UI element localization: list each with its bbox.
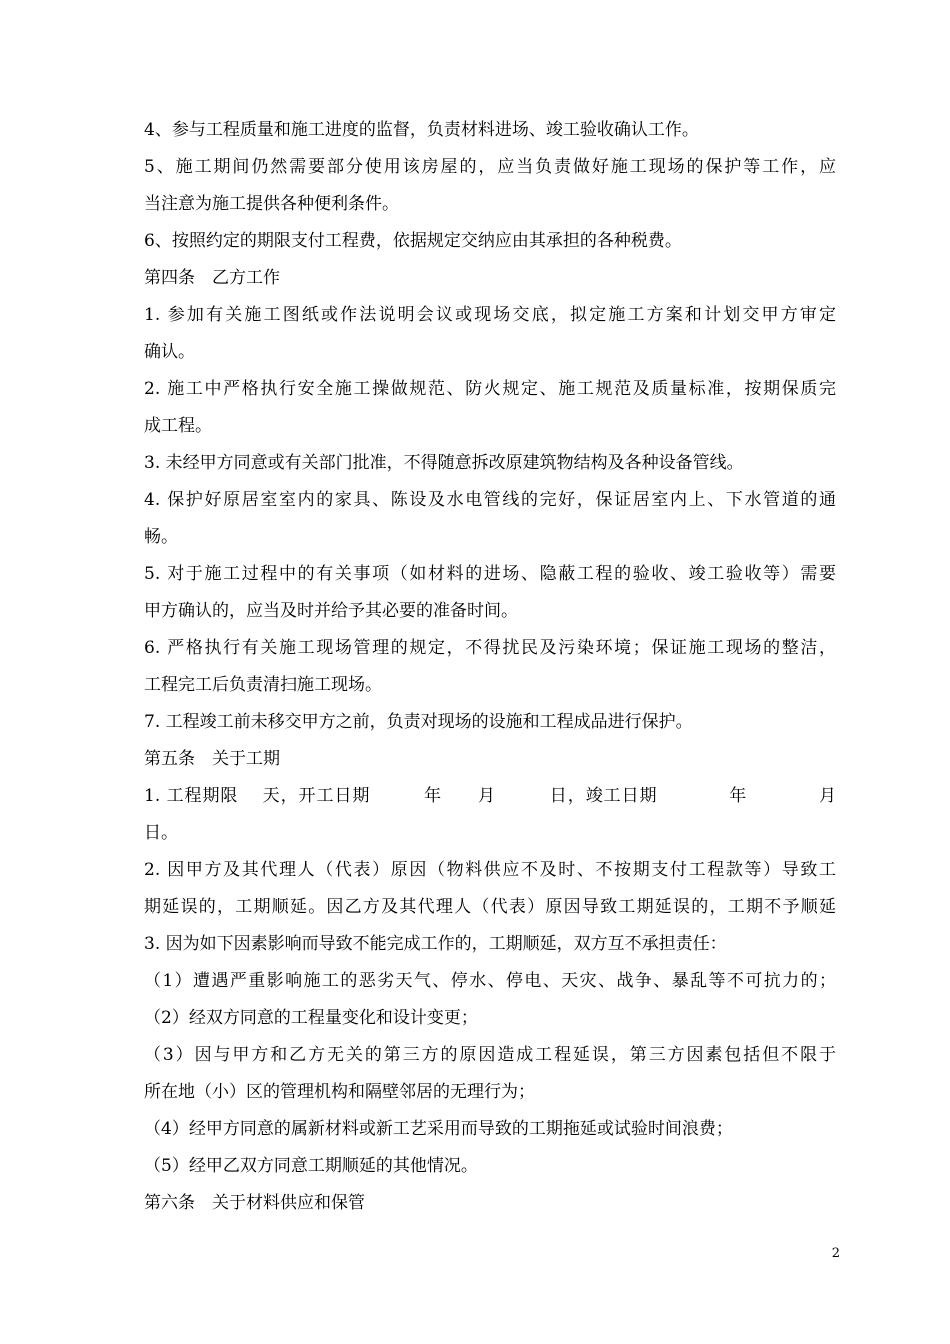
text-line: 期延误的，工期顺延。因乙方及其代理人（代表）原因导致工期延误的，工期不予顺延 xyxy=(144,897,836,917)
text-line: 5、施工期间仍然需要部分使用该房屋的，应当负责做好施工现场的保护等工作，应 xyxy=(144,157,836,177)
text-line: 1. 参加有关施工图纸或作法说明会议或现场交底，拟定施工方案和计划交甲方审定 xyxy=(144,305,836,325)
page-number: 2 xyxy=(831,1246,840,1261)
text-line: 确认。 xyxy=(144,342,195,362)
text-line: （4）经甲方同意的属新材料或新工艺采用而导致的工期拖延或试验时间浪费； xyxy=(144,1119,733,1139)
text-line: 6、按照约定的期限支付工程费，依据规定交纳应由其承担的各种税费。 xyxy=(144,231,682,251)
text-line: 3. 因为如下因素影响而导致不能完成工作的，工期顺延，双方互不承担责任： xyxy=(144,934,727,954)
text-line: 2. 因甲方及其代理人（代表）原因（物料供应不及时、不按期支付工程款等）导致工 xyxy=(144,860,836,880)
text-line: 6. 严格执行有关施工现场管理的规定，不得扰民及污染环境；保证施工现场的整洁， xyxy=(144,638,836,658)
text-line: （3）因与甲方和乙方无关的第三方的原因造成工程延误，第三方因素包括但不限于 xyxy=(144,1045,836,1065)
text-line: 日。 xyxy=(144,823,178,843)
text-line: 工程完工后负责清扫施工现场。 xyxy=(144,675,382,695)
section-heading: 第五条 关于工期 xyxy=(144,749,280,769)
text-line: 成工程。 xyxy=(144,416,212,436)
section-heading: 第四条 乙方工作 xyxy=(144,268,280,288)
text-line: （1）遭遇严重影响施工的恶劣天气、停水、停电、天灾、战争、暴乱等不可抗力的； xyxy=(144,971,836,991)
text-line: （2）经双方同意的工程量变化和设计变更； xyxy=(144,1008,478,1028)
text-line: 畅。 xyxy=(144,527,178,547)
text-line: 所在地（小）区的管理机构和隔壁邻居的无理行为； xyxy=(144,1082,535,1102)
text-line: （5）经甲乙双方同意工期顺延的其他情况。 xyxy=(144,1156,478,1176)
text-line: 2. 施工中严格执行安全施工操做规范、防火规定、施工规范及质量标准，按期保质完 xyxy=(144,379,836,399)
text-line: 4、参与工程质量和施工进度的监督，负责材料进场、竣工验收确认工作。 xyxy=(144,120,699,140)
text-line: 当注意为施工提供各种便利条件。 xyxy=(144,194,399,214)
section-heading: 第六条 关于材料供应和保管 xyxy=(144,1193,365,1213)
text-line: 4. 保护好原居室室内的家具、陈设及水电管线的完好，保证居室内上、下水管道的通 xyxy=(144,490,836,510)
text-line: 1. 工程期限 天，开工日期 年 月 日，竣工日期 年 月 xyxy=(144,786,836,806)
text-line: 甲方确认的，应当及时并给予其必要的准备时间。 xyxy=(144,601,518,621)
text-line: 5. 对于施工过程中的有关事项（如材料的进场、隐蔽工程的验收、竣工验收等）需要 xyxy=(144,564,836,584)
text-line: 3. 未经甲方同意或有关部门批准，不得随意拆改原建筑物结构及各种设备管线。 xyxy=(144,453,744,473)
text-line: 7. 工程竣工前未移交甲方之前，负责对现场的设施和工程成品进行保护。 xyxy=(144,712,693,732)
